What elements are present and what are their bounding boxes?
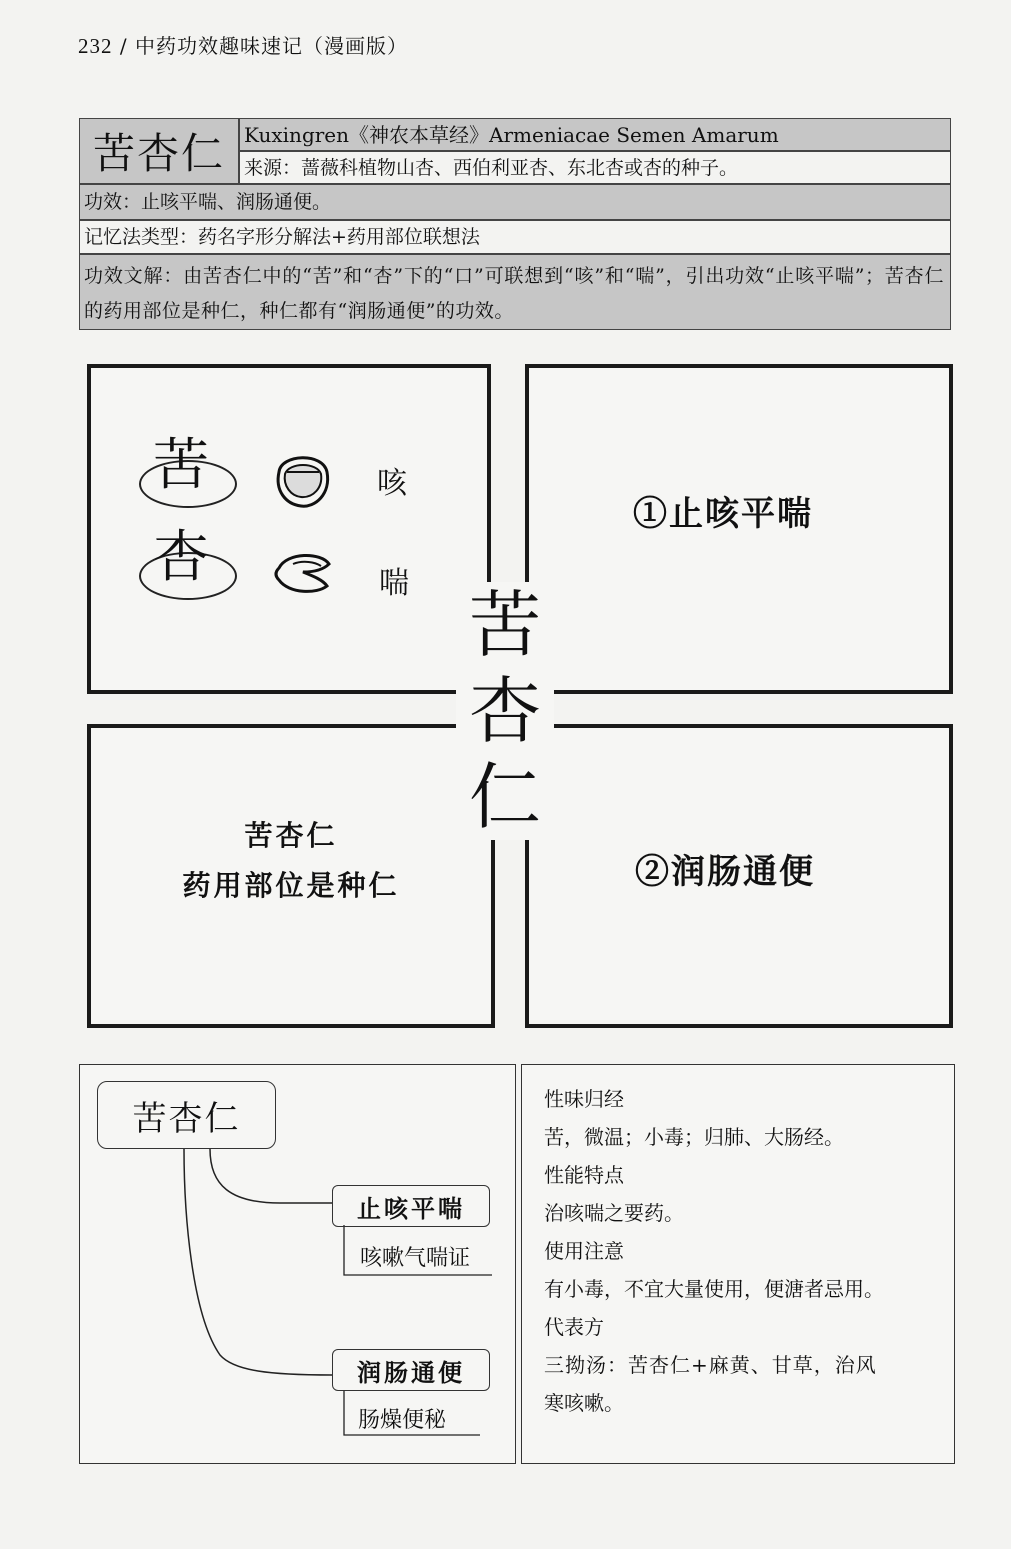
herb-name: 苦杏仁 [79,118,239,184]
herb-source: 来源：蔷薇科植物山杏、西伯利亚杏、东北杏或杏的种子。 [239,151,951,184]
herb-properties [521,1064,955,1464]
mind-map-sub-1: 咳嗽气喘证 [360,1246,471,1271]
char-ku: 苦 [153,433,209,498]
effect-two-text: ②润肠通便 [635,852,815,892]
property-text: 治咳喘之要药。 [544,1201,684,1225]
book-title: 中药功效趣味速记（漫画版） [134,34,408,58]
running-header [78,30,408,59]
property-text: 寒咳嗽。 [544,1391,624,1415]
effect-explanation: 功效文解：由苦杏仁中的“苦”和“杏”下的“口”可联想到“咳”和“喘”，引出功效“止咳平喘”；苦杏仁的药用部位是种仁，种仁都有“润肠通便”的功效。 [79,254,951,330]
comic-panel-1 [87,364,491,694]
property-heading: 代表方 [544,1315,604,1339]
title-char: 仁 [468,755,541,839]
property-text: 三拗汤：苦杏仁+麻黄、甘草，治风 [544,1353,877,1377]
mind-map [79,1064,516,1464]
comic-panel-2 [525,364,953,694]
property-heading: 性能特点 [544,1163,624,1187]
comic-panel-4 [525,724,953,1028]
property-heading: 性味归经 [544,1087,624,1111]
panel3-line1: 苦杏仁 [244,819,338,852]
comic-panel-3 [87,724,495,1028]
effect-one-text: ①止咳平喘 [633,494,813,534]
title-char: 苦 [468,583,541,667]
property-text: 有小毒，不宜大量使用，便溏者忌用。 [544,1277,884,1301]
mind-map-sub-2: 肠燥便秘 [358,1408,447,1433]
page-number: 232 [78,34,113,58]
word-ke: 咳 [377,466,407,501]
panel3-line2: 药用部位是种仁 [182,869,400,902]
char-xing: 杏 [153,525,209,590]
mind-map-branch-2: 润肠通便 [332,1349,490,1391]
herb-effect: 功效：止咳平喘、润肠通便。 [79,184,951,220]
mind-map-branch-1: 止咳平喘 [332,1185,490,1227]
closed-mouth-icon [273,550,335,594]
header-separator: / [119,34,128,58]
open-mouth-icon [271,450,335,512]
memory-method-type: 记忆法类型：药名字形分解法+药用部位联想法 [79,220,951,254]
herb-info-table [79,118,951,330]
title-char: 杏 [468,669,541,753]
mind-map-root: 苦杏仁 [97,1081,276,1149]
herb-latin-name: Kuxingren《神农本草经》Armeniacae Semen Amarum [239,118,951,151]
word-chuan: 喘 [379,566,409,601]
comic-center-title [456,582,554,840]
property-heading: 使用注意 [544,1239,624,1263]
property-text: 苦，微温；小毒；归肺、大肠经。 [544,1125,844,1149]
